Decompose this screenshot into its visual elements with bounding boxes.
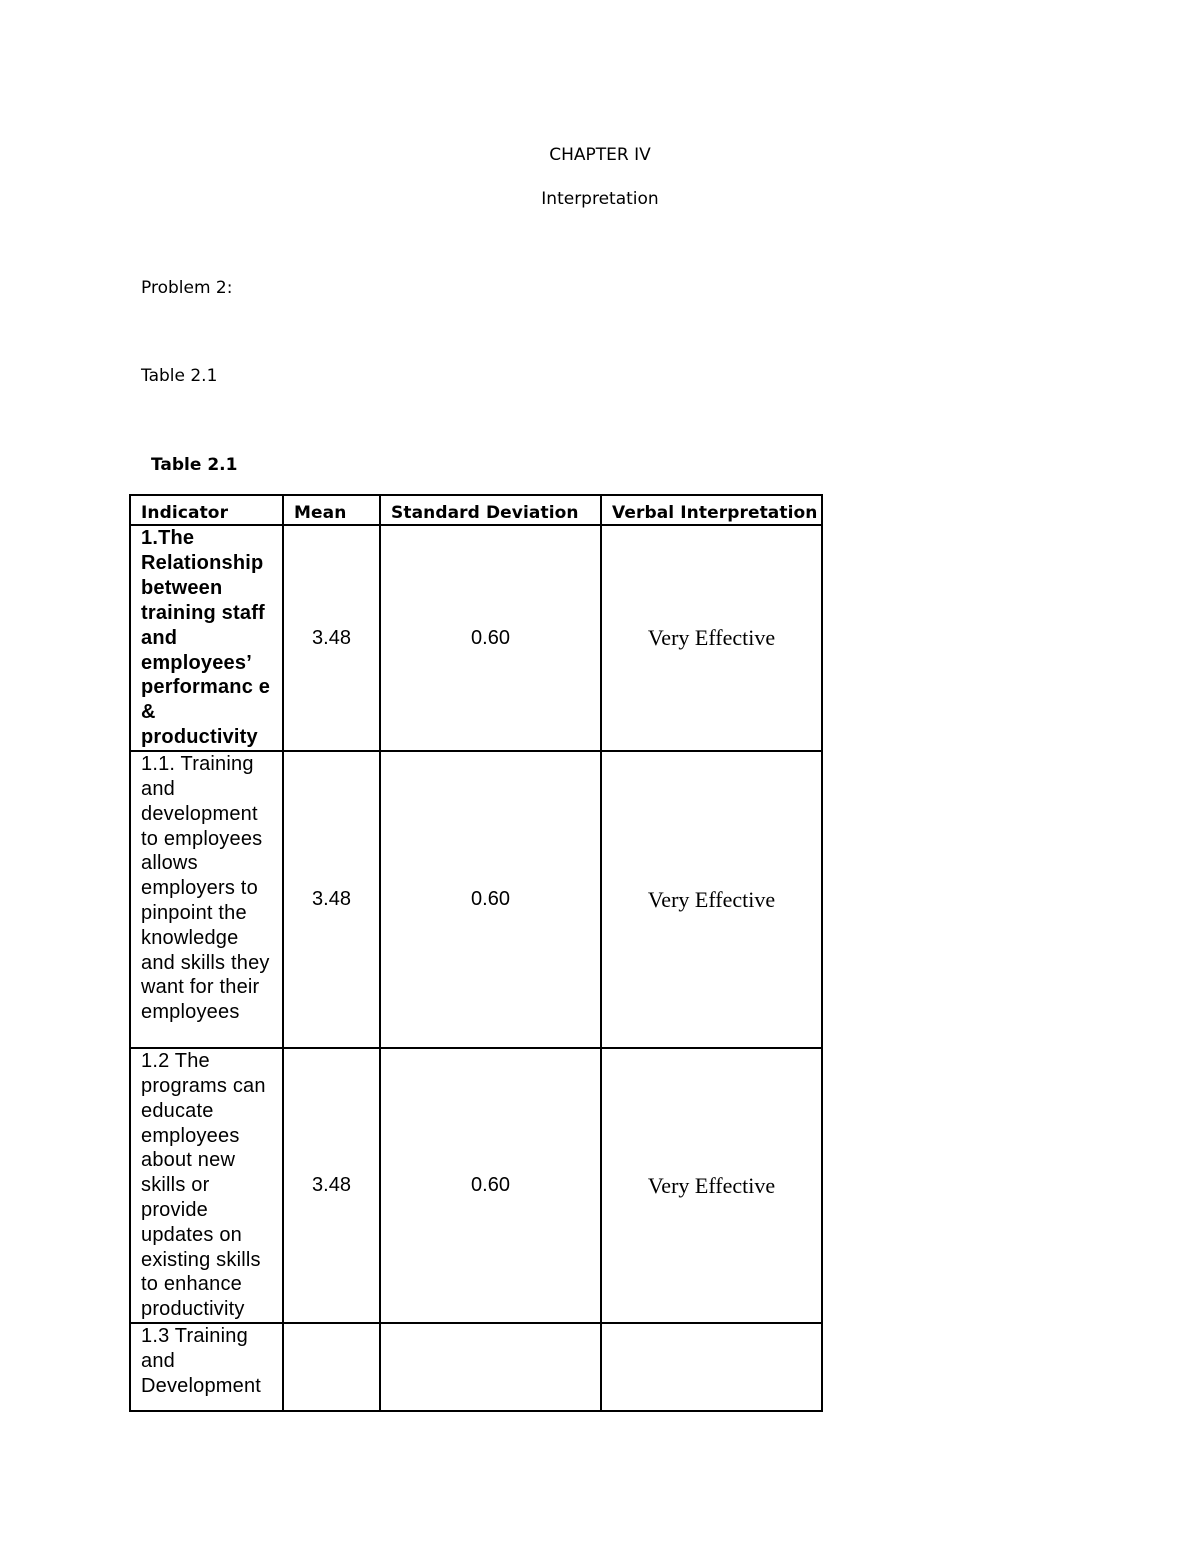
sd-cell: 0.60 bbox=[380, 525, 601, 751]
chapter-title: CHAPTER IV bbox=[549, 145, 651, 165]
table-caption: Table 2.1 bbox=[141, 366, 218, 386]
verbal-interpretation-cell: Very Effective bbox=[601, 525, 822, 751]
header-verbal-interpretation: Verbal Interpretation bbox=[601, 495, 822, 525]
sd-cell bbox=[380, 1323, 601, 1411]
problem-label: Problem 2: bbox=[141, 278, 233, 298]
verbal-interpretation-cell: Very Effective bbox=[601, 751, 822, 1048]
mean-cell: 3.48 bbox=[283, 1048, 380, 1323]
section-title: Interpretation bbox=[541, 189, 659, 209]
table-caption-bold: Table 2.1 bbox=[151, 455, 238, 475]
table-row bbox=[130, 1048, 822, 1323]
mean-cell: 3.48 bbox=[283, 751, 380, 1048]
indicator-cell: 1.1. Training and development to employees allows employers to pinpoint the knowledge and skills they want for their employees bbox=[130, 751, 283, 1048]
sd-cell: 0.60 bbox=[380, 1048, 601, 1323]
table-row bbox=[130, 525, 822, 751]
verbal-interpretation-cell: Very Effective bbox=[601, 1048, 822, 1323]
header-standard-deviation: Standard Deviation bbox=[380, 495, 601, 525]
results-table bbox=[129, 494, 823, 1412]
mean-cell: 3.48 bbox=[283, 525, 380, 751]
table-row bbox=[130, 1323, 822, 1411]
table-row bbox=[130, 751, 822, 1048]
header-indicator: Indicator bbox=[130, 495, 283, 525]
indicator-cell: 1.3 Training and Development bbox=[130, 1323, 283, 1411]
verbal-interpretation-cell bbox=[601, 1323, 822, 1411]
mean-cell bbox=[283, 1323, 380, 1411]
header-mean: Mean bbox=[283, 495, 380, 525]
sd-cell: 0.60 bbox=[380, 751, 601, 1048]
indicator-cell: 1.The Relationship between training staff and employees’ performanc e & productivity bbox=[130, 525, 283, 751]
table-header-row bbox=[130, 495, 822, 525]
indicator-cell: 1.2 The programs can educate employees about new skills or provide updates on existing skills to enhance productivity bbox=[130, 1048, 283, 1323]
